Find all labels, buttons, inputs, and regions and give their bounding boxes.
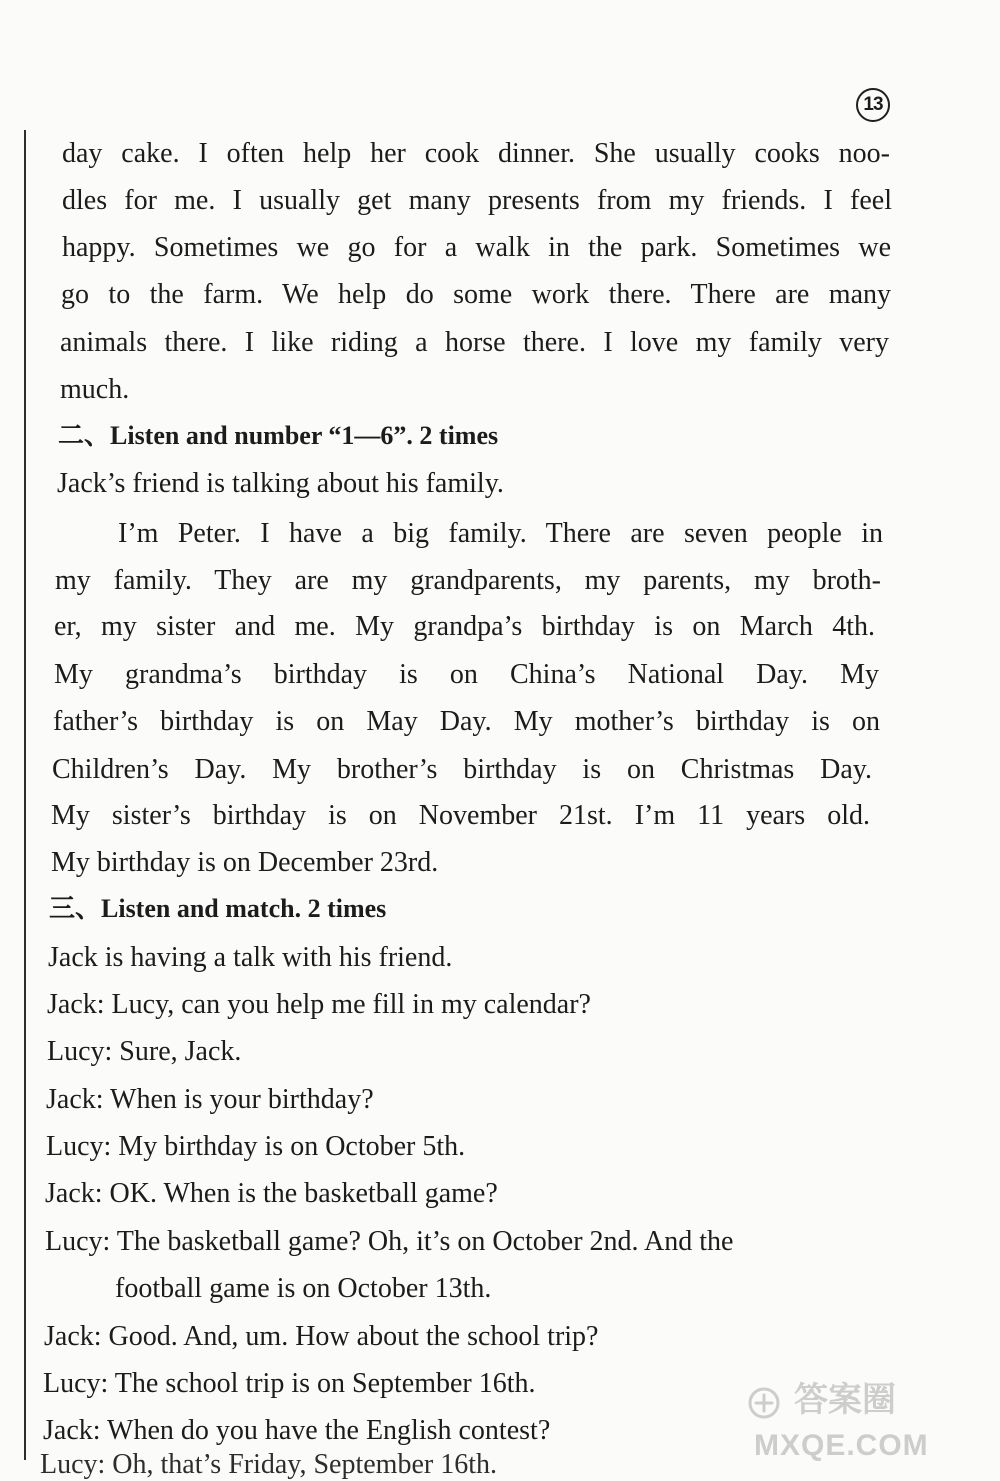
paragraph-line: happy. Sometimes we go for a walk in the park. Sometimes we	[62, 232, 891, 263]
watermark-bottom-text: MXQE.COM	[754, 1429, 929, 1462]
section-two-passage-line: My birthday is on December 23rd.	[51, 847, 439, 878]
section-three-intro: Jack is having a talk with his friend.	[48, 942, 453, 973]
section-two-passage-line: My grandma’s birthday is on China’s National Day. My	[54, 659, 879, 690]
cut-off-dialogue-line: Lucy: Oh, that’s Friday, September 16th.	[40, 1449, 497, 1480]
section-two-passage-line: Children’s Day. My brother’s birthday is on Christmas Day.	[52, 754, 872, 785]
paragraph-line: animals there. I like riding a horse there. I love my family very	[60, 327, 889, 358]
cut-off-dialogue-line-wrapper	[40, 1449, 660, 1480]
section-two-passage-line: My sister’s birthday is on November 21st. I’m 11 years old.	[51, 800, 870, 831]
section-two-heading: 二、Listen and number “1—6”. 2 times	[58, 421, 499, 450]
dialogue-line: Lucy: Sure, Jack.	[47, 1036, 242, 1067]
paragraph-line: dles for me. I usually get many presents from my friends. I feel	[62, 185, 892, 216]
watermark-logo-icon	[746, 1385, 782, 1421]
section-three-heading: 三、Listen and match. 2 times	[49, 894, 387, 923]
dialogue-line: Lucy: The school trip is on September 16th.	[43, 1368, 536, 1399]
dialogue-line: Jack: Good. And, um. How about the school trip?	[44, 1321, 599, 1352]
dialogue-line: Jack: Lucy, can you help me fill in my calendar?	[47, 989, 591, 1020]
page-number-badge	[856, 88, 890, 122]
watermark	[746, 1380, 974, 1462]
watermark-top-text: 答案圈	[794, 1380, 896, 1420]
dialogue-line: Jack: When is your birthday?	[46, 1084, 374, 1115]
section-two-intro: Jack’s friend is talking about his family.	[57, 468, 504, 499]
paragraph-line: much.	[60, 374, 130, 405]
section-two-passage-line: I’m Peter. I have a big family. There are seven people in	[118, 518, 883, 549]
dialogue-line: Jack: OK. When is the basketball game?	[45, 1178, 498, 1209]
dialogue-line: football game is on October 13th.	[115, 1273, 492, 1304]
dialogue-line: Lucy: The basketball game? Oh, it’s on October 2nd. And the	[45, 1226, 734, 1257]
section-two-passage-line: er, my sister and me. My grandpa’s birthday is on March 4th.	[54, 611, 875, 642]
paragraph-line: day cake. I often help her cook dinner. She usually cooks noo-	[62, 138, 890, 169]
page-number: 13	[863, 94, 883, 115]
paragraph-line: go to the farm. We help do some work there. There are many	[61, 279, 891, 310]
dialogue-line: Lucy: My birthday is on October 5th.	[46, 1131, 466, 1162]
dialogue-line: Jack: When do you have the English contest?	[43, 1415, 551, 1446]
section-two-passage-line: my family. They are my grandparents, my parents, my broth-	[55, 565, 881, 596]
left-margin-rule	[24, 130, 26, 1460]
section-two-passage-line: father’s birthday is on May Day. My mother’s birthday is on	[53, 706, 880, 737]
